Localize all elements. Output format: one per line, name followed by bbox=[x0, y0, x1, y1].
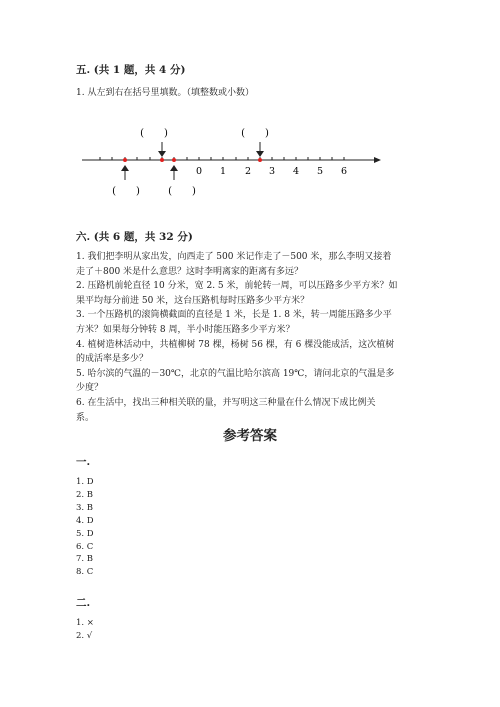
section-5-title: 五. (共 1 题，共 4 分) bbox=[76, 64, 186, 76]
answer-item: 5. D bbox=[76, 528, 94, 539]
question-line: 2. 压路机前轮直径 10 分米，宽 2. 5 米，前轮转一周，可以压路多少平方米？如 bbox=[76, 281, 398, 292]
section-6-title: 六. (共 6 题，共 32 分) bbox=[76, 231, 193, 243]
tick-label: 1 bbox=[219, 166, 227, 177]
axis-arrow-icon bbox=[374, 157, 381, 163]
question-line: 走了＋800 米是什么意思？这时李明离家的距离有多远？ bbox=[76, 266, 304, 277]
question-line: 少度？ bbox=[76, 383, 104, 394]
tick-labels bbox=[196, 166, 347, 177]
answers-heading: 参考答案 bbox=[223, 428, 277, 444]
answers-part-2-list bbox=[76, 617, 94, 643]
answer-item: 1. × bbox=[76, 618, 94, 628]
answer-item: 1. D bbox=[76, 477, 94, 487]
answer-item: 2. √ bbox=[76, 631, 93, 641]
tick-label: 2 bbox=[244, 166, 252, 177]
question-line: 6. 在生活中，找出三种相关联的量，并写明这三种量在什么情况下成比例关 bbox=[76, 397, 376, 408]
tick-label: 0 bbox=[195, 166, 203, 177]
answer-item: 6. C bbox=[76, 541, 94, 552]
paren-bottom-2: ( ) bbox=[168, 186, 196, 197]
paren-top-1: ( ) bbox=[140, 128, 168, 139]
answer-item: 7. B bbox=[76, 554, 94, 565]
question-line: 系。 bbox=[76, 412, 95, 423]
answers-part-2-label: 二. bbox=[76, 597, 91, 609]
down-arrow-icon bbox=[158, 142, 166, 157]
up-arrow-icon bbox=[170, 165, 178, 180]
tick-label: 3 bbox=[268, 166, 276, 177]
question-line: 5. 哈尔滨的气温的－30℃，北京的气温比哈尔滨高 19℃，请问北京的气温是多 bbox=[76, 368, 395, 379]
number-line bbox=[70, 122, 390, 202]
answer-item: 2. B bbox=[76, 489, 94, 500]
answer-item: 4. D bbox=[76, 515, 94, 526]
section-6-questions bbox=[76, 250, 428, 425]
down-arrow-icon bbox=[256, 142, 264, 157]
tick-label: 5 bbox=[316, 166, 324, 177]
answer-item: 3. B bbox=[76, 502, 94, 513]
tick-label: 4 bbox=[292, 166, 300, 177]
answers-part-1-list bbox=[76, 476, 94, 579]
answers-part-1-label: 一. bbox=[76, 456, 91, 468]
question-line: 4. 植树造林活动中，共植柳树 78 棵，杨树 56 棵，有 6 棵没能成活，这次植树 bbox=[76, 339, 395, 350]
question-line: 1. 我们把李明从家出发，向西走了 500 米记作走了－500 米，那么李明又接着 bbox=[76, 252, 392, 262]
up-arrow-icon bbox=[121, 165, 129, 180]
question-5-1: 1. 从左到右在括号里填数。（填整数或小数） bbox=[76, 88, 254, 98]
tick-label: 6 bbox=[340, 166, 348, 177]
question-line: 3. 一个压路机的滚筒横截面的直径是 1 米，长是 1. 8 米，转一周能压路多少平 bbox=[76, 310, 392, 321]
answer-item: 8. C bbox=[76, 567, 94, 578]
paren-top-2: ( ) bbox=[241, 128, 269, 139]
question-line: 的成活率是多少？ bbox=[76, 354, 149, 365]
question-line: 方米？如果每分钟转 8 周，半小时能压路多少平方米？ bbox=[76, 324, 295, 335]
paren-bottom-1: ( ) bbox=[112, 186, 140, 197]
question-line: 果平均每分前进 50 米，这台压路机每时压路多少平方米？ bbox=[76, 295, 310, 306]
